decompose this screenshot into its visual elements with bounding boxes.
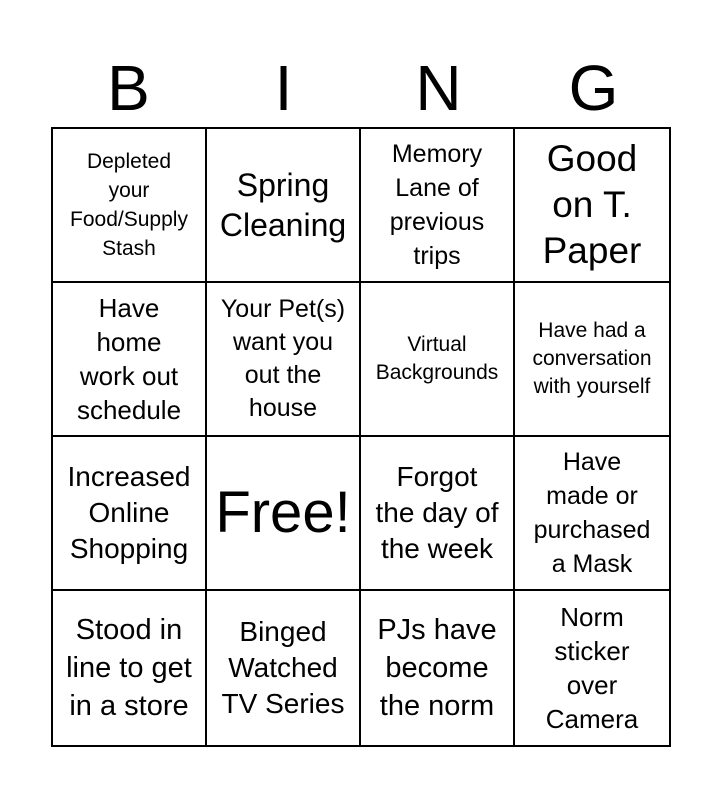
bingo-cell-r2-c0[interactable] — [53, 437, 207, 591]
bingo-cell-r1-c0[interactable] — [53, 283, 207, 437]
header-letter-g: G — [568, 52, 619, 124]
bingo-cell-r0-c3[interactable] — [515, 129, 669, 283]
bingo-cell-text: Memory Lane of previous trips — [389, 140, 485, 270]
bingo-cell-text: PJs have become the norm — [377, 614, 497, 722]
bingo-cell-r2-c1[interactable] — [207, 437, 361, 591]
bingo-cell-text: Have had a conversation with yourself — [532, 319, 652, 398]
bingo-cell-r2-c3[interactable] — [515, 437, 669, 591]
bingo-header — [51, 48, 671, 128]
bingo-free-space: Free! — [215, 480, 351, 545]
bingo-cell-r2-c2[interactable] — [361, 437, 515, 591]
bingo-cell-r0-c1[interactable] — [207, 129, 361, 283]
bingo-cell-r0-c2[interactable] — [361, 129, 515, 283]
bingo-cell-text: Virtual Backgrounds — [375, 333, 499, 384]
bingo-cell-r3-c0[interactable] — [53, 591, 207, 745]
bingo-cell-text: Increased Online Shopping — [67, 461, 191, 564]
bingo-cell-text: Binged Watched TV Series — [221, 616, 345, 719]
bingo-cell-r1-c3[interactable] — [515, 283, 669, 437]
bingo-cell-text: Stood in line to get in a store — [66, 614, 192, 722]
bingo-cell-text: Spring Cleaning — [219, 167, 347, 243]
header-letter-i: I — [274, 52, 293, 124]
bingo-cell-r3-c2[interactable] — [361, 591, 515, 745]
bingo-cell-text: Good on T. Paper — [542, 138, 642, 271]
bingo-cell-text: Have made or purchased a Mask — [533, 448, 651, 578]
bingo-cell-r3-c1[interactable] — [207, 591, 361, 745]
bingo-cell-text: Depleted your Food/Supply Stash — [70, 150, 188, 260]
header-letter-b: B — [107, 52, 150, 124]
bingo-cell-r0-c0[interactable] — [53, 129, 207, 283]
header-letter-n: N — [415, 52, 462, 124]
bingo-cell-r1-c2[interactable] — [361, 283, 515, 437]
bingo-cell-r3-c3[interactable] — [515, 591, 669, 745]
bingo-cell-text: Your Pet(s) want you out the house — [220, 295, 346, 422]
bingo-cell-text: Have home work out schedule — [76, 293, 182, 425]
bingo-cell-text: Norm sticker over Camera — [545, 602, 639, 734]
bingo-cell-r1-c1[interactable] — [207, 283, 361, 437]
bingo-cell-text: Forgot the day of the week — [375, 461, 499, 564]
bingo-board — [51, 127, 671, 747]
